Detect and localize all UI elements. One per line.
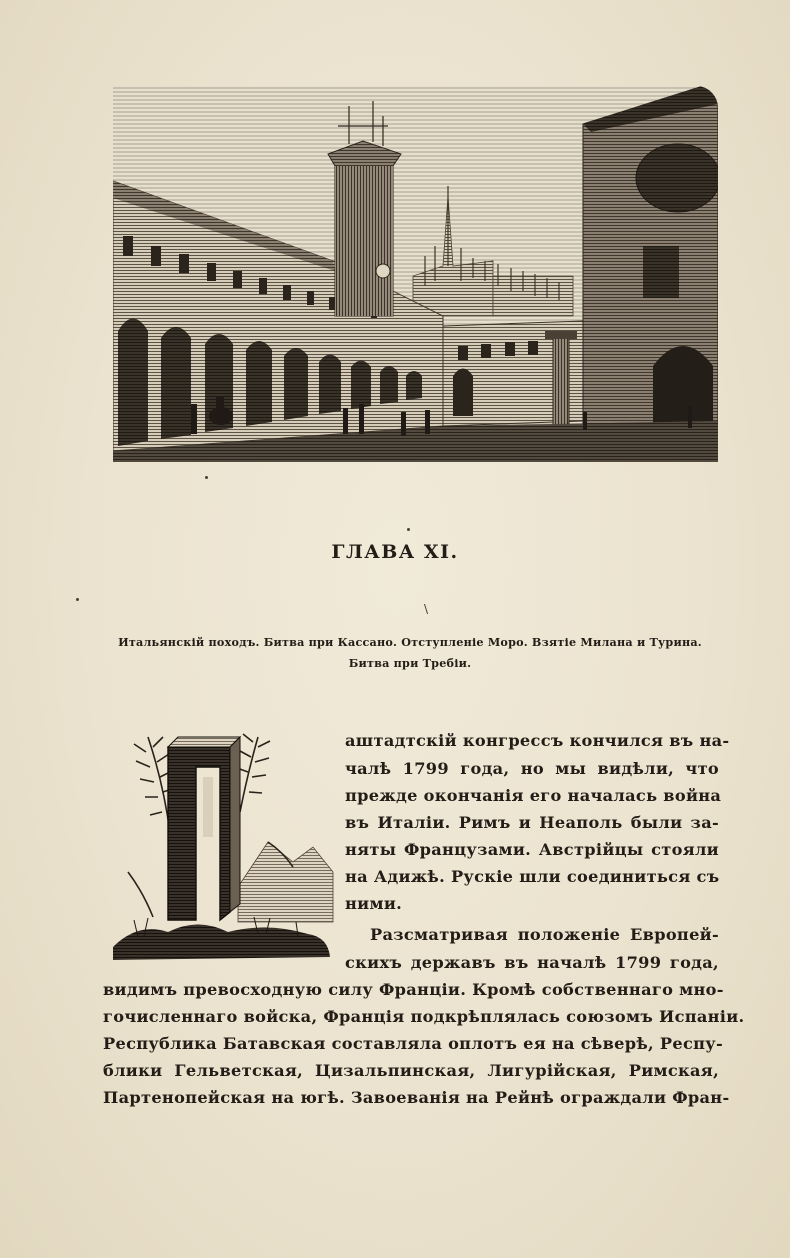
paper-speck [205,476,208,479]
chapter-summary-line: Итальянскій походъ. Битва при Кассано. Отступленіе Моро. Взятіе Милана и Турина. [118,635,702,649]
body-text-line: гочисленнаго войска, Франція подкрѣплялась союзомъ Испаніи. [103,1007,745,1026]
body-text-line: Партенопейская на югѣ. Завоеванія на Рейнѣ ограждали Фран- [103,1088,730,1107]
paper-speck [76,598,79,601]
body-text-line: чалѣ 1799 года, но мы видѣли, что [345,759,719,778]
body-text-line: ними. [345,894,403,913]
body-text-line: скихъ державъ въ началѣ 1799 года, [345,953,719,972]
body-text-line: аштадтскій конгрессъ кончился въ на- [345,731,730,750]
body-text-line: видимъ превосходную силу Франціи. Кромѣ собственнаго мно- [103,980,724,999]
body-text-line: прежде окончанія его началась война [345,786,722,805]
engraving-picture [113,86,718,462]
decorative-initial-picture [108,722,340,968]
body-text-line: въ Италіи. Римъ и Неаполь были за- [345,813,719,832]
body-text-line: на Адижѣ. Рускіе шли соединиться съ [345,867,720,886]
paper-speck [407,528,410,531]
header-engraving [113,86,718,462]
body-text-line: Республика Батавская составляла оплотъ ея на сѣверѣ, Респу- [103,1034,723,1053]
body-text-line: блики Гельветская, Цизальпинская, Лигурійская, Римская, [103,1061,719,1080]
chapter-summary [100,632,720,674]
chapter-summary-line: Битва при Требіи. [348,656,472,670]
chapter-tick-mark: \ [424,602,429,616]
body-text-line: Разсматривая положеніе Европей- [370,925,719,944]
body-text-line: няты Французами. Австрійцы стояли [345,840,719,859]
chapter-title: ГЛАВА XI. [331,541,459,563]
decorative-initial [108,722,340,968]
